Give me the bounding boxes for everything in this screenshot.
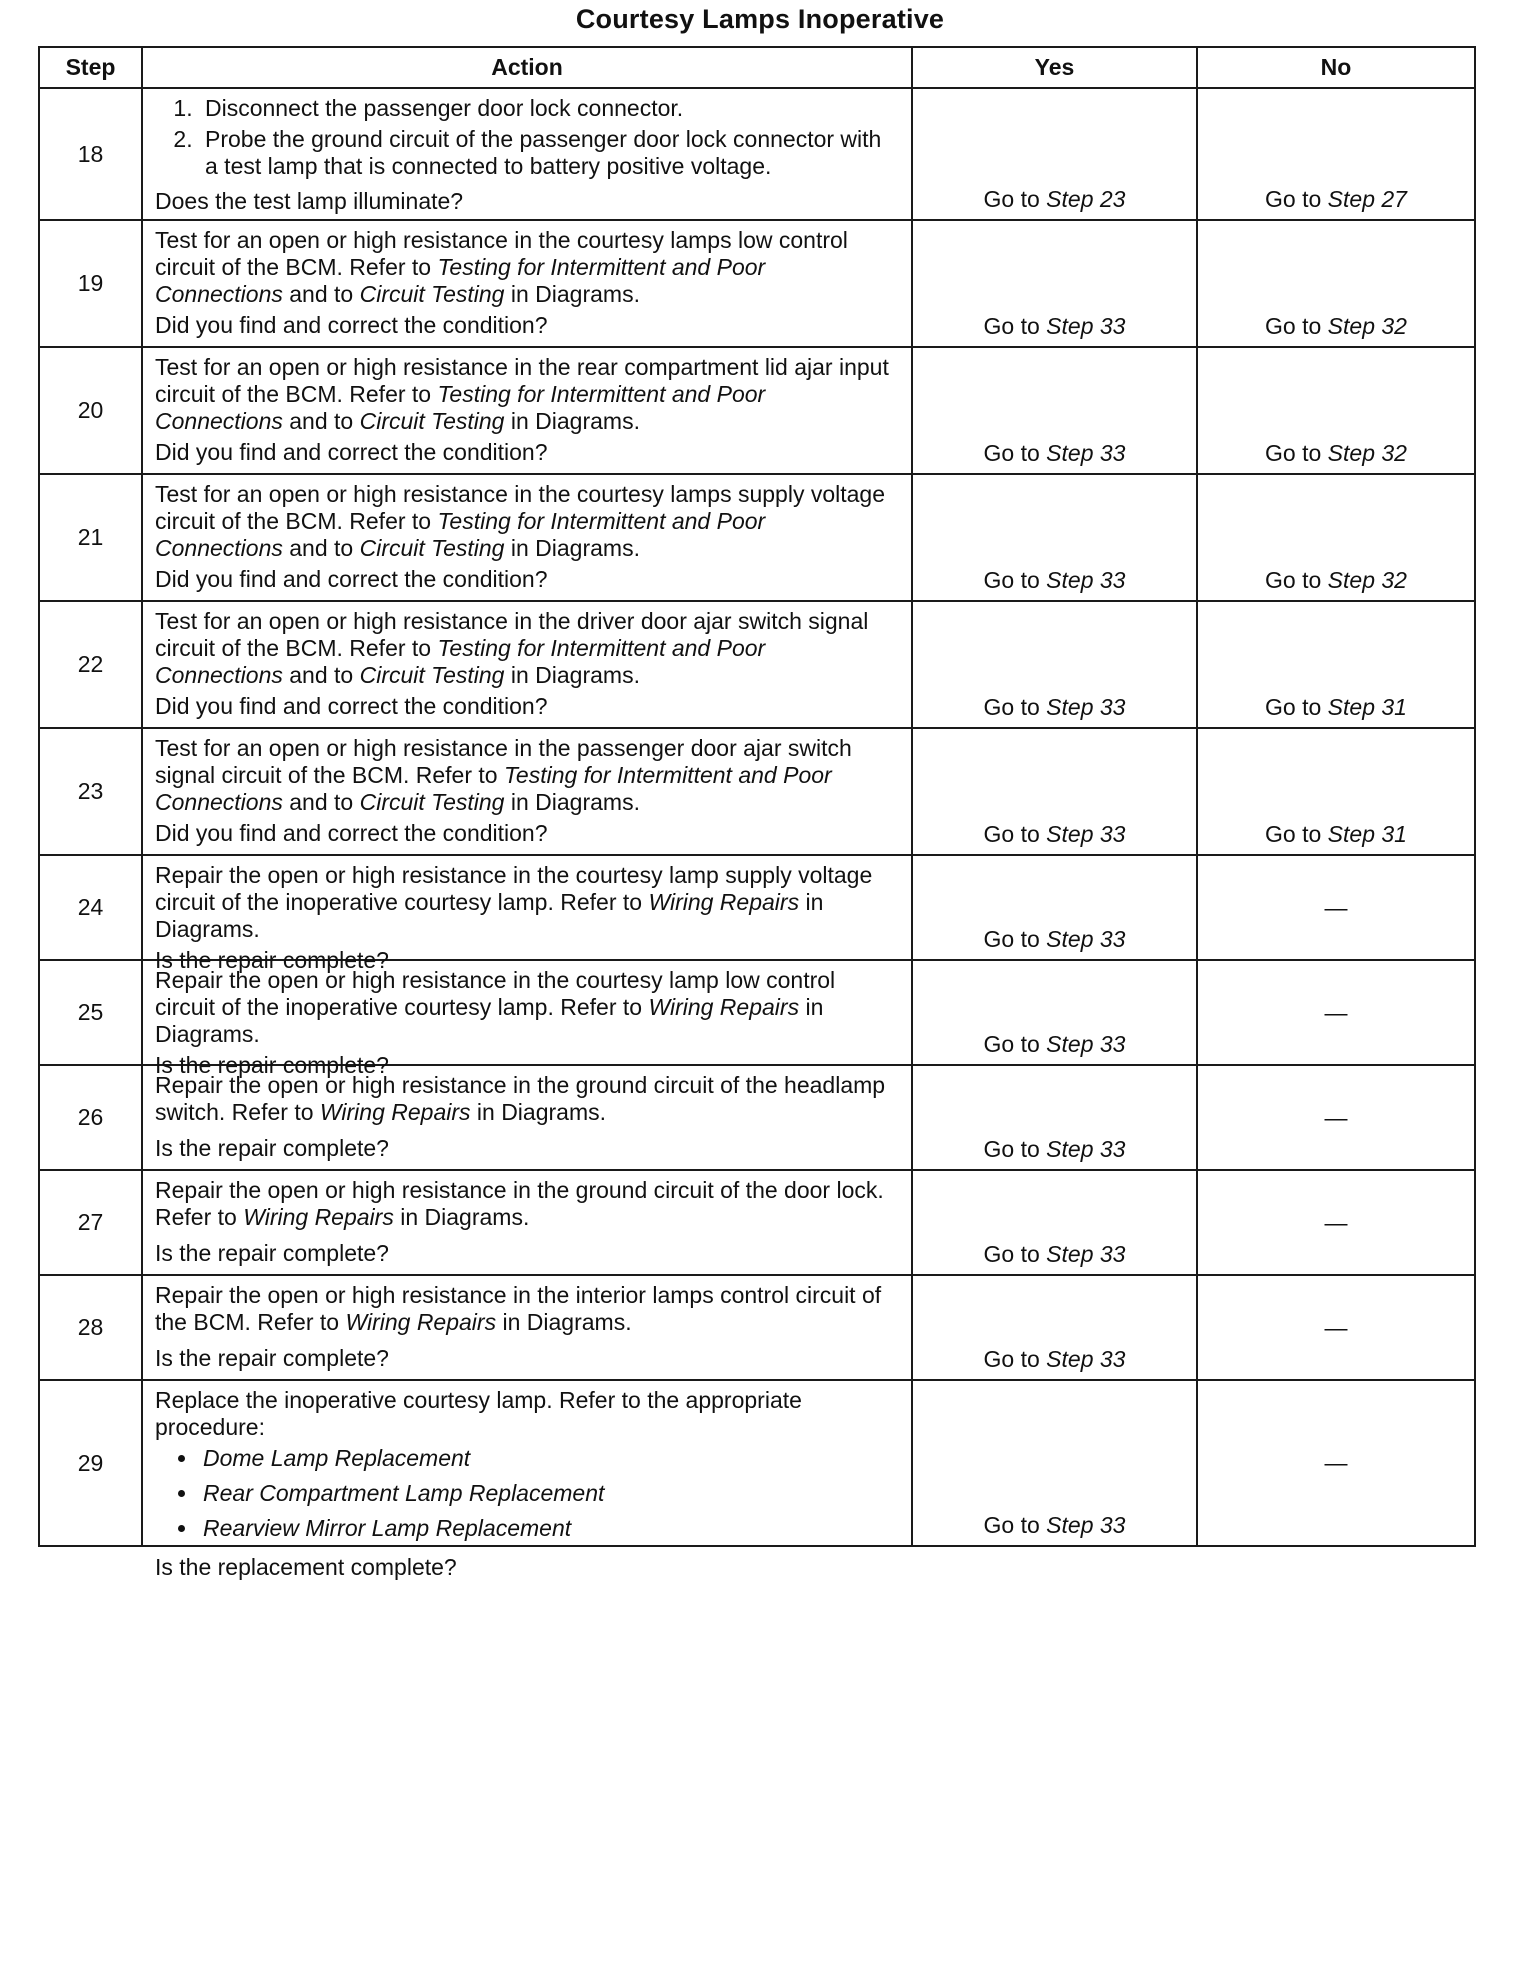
yes-cell: [912, 1380, 1197, 1546]
action-text: [155, 1387, 899, 1441]
reference-link: Wiring Repairs: [319, 1099, 471, 1125]
action-body: [155, 735, 899, 816]
no-dash: —: [1324, 999, 1348, 1025]
step-number: 18: [39, 88, 142, 220]
action-content: [155, 221, 899, 345]
yes-cell: [912, 1275, 1197, 1380]
no-cell: [1197, 1380, 1475, 1546]
action-text: [155, 481, 899, 562]
action-question: Is the repair complete?: [155, 947, 389, 973]
yes-goto: [913, 926, 1196, 953]
step-number: 24: [39, 855, 142, 960]
yes-goto: [913, 1136, 1196, 1163]
reference-link: Circuit Testing: [359, 535, 505, 561]
goto-prefix: Go to: [983, 821, 1047, 847]
reference-link: Wiring Repairs: [345, 1309, 497, 1335]
action-cell: [142, 601, 912, 728]
action-content: [155, 1381, 899, 1580]
goto-prefix: Go to: [983, 567, 1047, 593]
action-body: [155, 1072, 899, 1126]
page-title: Courtesy Lamps Inoperative: [575, 4, 945, 34]
reference-link: Testing for Intermittent and Poor Connections: [155, 381, 766, 434]
text-run: Test for an open or high resistance in the passenger door ajar switch signal circuit of the BCM. Refer to: [155, 735, 852, 788]
action-cell: [142, 220, 912, 347]
goto-step-ref: Step 32: [1327, 313, 1407, 339]
action-text: [155, 862, 899, 943]
goto-prefix: Go to: [983, 926, 1047, 952]
action-text: [155, 735, 899, 816]
step-number: 26: [39, 1065, 142, 1170]
step-number: 22: [39, 601, 142, 728]
goto-step-ref: Step 23: [1046, 186, 1126, 212]
table-row: [39, 1380, 1475, 1546]
yes-cell: [912, 88, 1197, 220]
step-number: 27: [39, 1170, 142, 1275]
goto-prefix: Go to: [983, 1136, 1047, 1162]
step-number: 21: [39, 474, 142, 601]
goto-step-ref: Step 33: [1046, 440, 1126, 466]
action-body: [155, 354, 899, 435]
reference-link: Circuit Testing: [359, 789, 505, 815]
action-content: [155, 856, 899, 973]
table-row: [39, 220, 1475, 347]
goto-step-ref: Step 33: [1046, 1031, 1126, 1057]
no-goto: [1198, 440, 1474, 467]
text-run: Replace the inoperative courtesy lamp. Refer to the appropriate procedure:: [155, 1387, 802, 1440]
action-body: [155, 608, 899, 689]
goto-prefix: Go to: [983, 1512, 1047, 1538]
text-run: and to: [282, 535, 360, 561]
action-question: Did you find and correct the condition?: [155, 820, 548, 846]
table-body: [39, 88, 1475, 1580]
action-cell: [142, 1380, 912, 1580]
goto-prefix: Go to: [983, 1031, 1047, 1057]
action-content: [155, 602, 899, 726]
table-row: [39, 474, 1475, 601]
action-text: [155, 1282, 899, 1336]
action-text: [155, 967, 899, 1048]
procedure-item: • Rearview Mirror Lamp Replacement: [199, 1515, 899, 1542]
text-run: Repair the open or high resistance in the courtesy lamp supply voltage circuit of the inoperative courtesy lamp. Refer to: [155, 862, 873, 915]
no-goto: [1198, 313, 1474, 340]
reference-link: Wiring Repairs: [243, 1204, 394, 1230]
no-dash: —: [1324, 1314, 1348, 1340]
step-number: 23: [39, 728, 142, 855]
no-dash: —: [1324, 1209, 1348, 1235]
goto-step-ref: Step 33: [1046, 313, 1126, 339]
no-dash: —: [1324, 1104, 1348, 1130]
no-cell: [1197, 88, 1475, 220]
procedure-list: [155, 1445, 899, 1542]
numbered-steps: [155, 95, 899, 180]
yes-goto: [913, 440, 1196, 467]
action-body: [155, 967, 899, 1048]
action-content: [155, 961, 899, 1078]
yes-cell: [912, 220, 1197, 347]
text-run: Repair the open or high resistance in the ground circuit of the headlamp switch. Refer to: [155, 1072, 886, 1125]
no-cell: [1197, 474, 1475, 601]
action-question: Is the repair complete?: [155, 1345, 389, 1371]
goto-prefix: Go to: [1265, 821, 1328, 847]
action-body: [155, 95, 899, 184]
no-cell: [1197, 347, 1475, 474]
goto-step-ref: Step 33: [1046, 821, 1126, 847]
action-content: [155, 1171, 899, 1273]
yes-goto: [913, 186, 1196, 213]
table-row: [39, 1065, 1475, 1170]
action-cell: [142, 1275, 912, 1380]
no-cell: [1197, 220, 1475, 347]
action-cell: [142, 474, 912, 601]
reference-link: Testing for Intermittent and Poor Connections: [155, 762, 832, 815]
action-text: [155, 227, 899, 308]
action-question: Did you find and correct the condition?: [155, 566, 548, 592]
table-header-row: [39, 47, 1475, 88]
goto-prefix: Go to: [983, 440, 1047, 466]
yes-cell: [912, 347, 1197, 474]
action-body: [155, 1177, 899, 1231]
step-number: 20: [39, 347, 142, 474]
text-run: in Diagrams.: [470, 1099, 606, 1125]
procedure-item: • Dome Lamp Replacement: [199, 1445, 899, 1472]
goto-prefix: Go to: [983, 694, 1047, 720]
no-goto: [1198, 694, 1474, 721]
text-run: in Diagrams.: [504, 408, 640, 434]
text-run: Test for an open or high resistance in the rear compartment lid ajar input circuit of the BCM. Refer to: [155, 354, 889, 407]
header-step: Step: [39, 47, 142, 88]
step-number: 29: [39, 1380, 142, 1546]
text-run: in Diagrams.: [504, 281, 640, 307]
step-number: 28: [39, 1275, 142, 1380]
goto-step-ref: Step 33: [1046, 567, 1126, 593]
reference-link: Wiring Repairs: [648, 889, 800, 915]
action-body: [155, 227, 899, 308]
yes-cell: [912, 728, 1197, 855]
table-row: [39, 88, 1475, 220]
text-run: and to: [282, 281, 360, 307]
goto-prefix: Go to: [983, 1241, 1047, 1267]
yes-goto: [913, 1031, 1196, 1058]
goto-prefix: Go to: [1265, 567, 1328, 593]
action-text: [155, 1072, 899, 1126]
action-body: [155, 1282, 899, 1336]
action-content: [155, 1276, 899, 1378]
action-body: [155, 1387, 899, 1550]
yes-goto: [913, 1241, 1196, 1268]
reference-link: Circuit Testing: [359, 281, 505, 307]
action-text: [155, 1177, 899, 1231]
text-run: Repair the open or high resistance in the ground circuit of the door lock. Refer to: [155, 1177, 884, 1230]
text-run: in Diagrams.: [155, 994, 824, 1047]
action-body: [155, 481, 899, 562]
text-run: and to: [282, 408, 360, 434]
action-body: [155, 862, 899, 943]
no-cell: [1197, 728, 1475, 855]
step-number: 25: [39, 960, 142, 1065]
header-no: No: [1197, 47, 1475, 88]
no-dash: —: [1324, 894, 1348, 920]
goto-prefix: Go to: [983, 1346, 1047, 1372]
text-run: in Diagrams.: [155, 889, 824, 942]
header-yes: Yes: [912, 47, 1197, 88]
no-cell: [1197, 1065, 1475, 1170]
action-question: Is the repair complete?: [155, 1052, 389, 1078]
action-question: Did you find and correct the condition?: [155, 312, 548, 338]
goto-prefix: Go to: [1265, 440, 1328, 466]
text-run: and to: [282, 789, 360, 815]
action-content: [155, 89, 899, 218]
no-dash: —: [1324, 1449, 1348, 1476]
no-goto: [1198, 186, 1474, 213]
no-goto: [1198, 567, 1474, 594]
reference-link: Testing for Intermittent and Poor Connections: [155, 635, 766, 688]
yes-cell: [912, 1170, 1197, 1275]
table-row: [39, 1170, 1475, 1275]
goto-step-ref: Step 32: [1327, 567, 1407, 593]
yes-goto: [913, 694, 1196, 721]
no-cell: [1197, 601, 1475, 728]
text-run: Repair the open or high resistance in the courtesy lamp low control circuit of the inoperative courtesy lamp. Refer to: [155, 967, 836, 1020]
table-row: [39, 601, 1475, 728]
goto-prefix: Go to: [1265, 186, 1328, 212]
action-cell: [142, 1170, 912, 1275]
goto-prefix: Go to: [983, 186, 1047, 212]
numbered-step: 1. Disconnect the passenger door lock connector.: [199, 95, 899, 122]
text-run: in Diagrams.: [496, 1309, 632, 1335]
text-run: in Diagrams.: [504, 789, 640, 815]
action-text: [155, 608, 899, 689]
reference-link: Circuit Testing: [359, 662, 505, 688]
table-row: [39, 960, 1475, 1065]
text-run: in Diagrams.: [504, 535, 640, 561]
yes-cell: [912, 601, 1197, 728]
numbered-step: 2. Probe the ground circuit of the passenger door lock connector with a test lamp that is connected to battery positive voltage.: [199, 126, 899, 180]
yes-cell: [912, 855, 1197, 960]
goto-step-ref: Step 27: [1327, 186, 1407, 212]
goto-step-ref: Step 33: [1046, 694, 1126, 720]
goto-step-ref: Step 33: [1046, 1346, 1126, 1372]
goto-prefix: Go to: [1265, 313, 1328, 339]
reference-link: Testing for Intermittent and Poor Connections: [155, 508, 766, 561]
reference-link: Wiring Repairs: [648, 994, 800, 1020]
reference-link: Testing for Intermittent and Poor Connections: [155, 254, 766, 307]
yes-goto: [913, 821, 1196, 848]
table-row: [39, 1275, 1475, 1380]
reference-link: Circuit Testing: [359, 408, 505, 434]
action-cell: [142, 960, 912, 1078]
action-question: Is the repair complete?: [155, 1135, 389, 1161]
diagnostic-table: [38, 46, 1476, 1580]
no-cell: [1197, 960, 1475, 1065]
action-content: [155, 1066, 899, 1168]
text-run: Test for an open or high resistance in the driver door ajar switch signal circuit of the BCM. Refer to: [155, 608, 869, 661]
goto-step-ref: Step 32: [1327, 440, 1407, 466]
action-content: [155, 348, 899, 472]
text-run: in Diagrams.: [504, 662, 640, 688]
action-cell: [142, 1065, 912, 1170]
action-question: Did you find and correct the condition?: [155, 439, 548, 465]
yes-cell: [912, 1065, 1197, 1170]
yes-goto: [913, 1512, 1196, 1539]
yes-cell: [912, 474, 1197, 601]
action-cell: [142, 855, 912, 973]
text-run: Repair the open or high resistance in the interior lamps control circuit of the BCM. Refer to: [155, 1282, 882, 1335]
action-text: [155, 354, 899, 435]
action-question: Is the replacement complete?: [155, 1554, 457, 1580]
table-row: [39, 347, 1475, 474]
action-question: Did you find and correct the condition?: [155, 693, 548, 719]
yes-goto: [913, 1346, 1196, 1373]
goto-step-ref: Step 33: [1046, 1136, 1126, 1162]
yes-cell: [912, 960, 1197, 1065]
action-content: [155, 729, 899, 853]
no-cell: [1197, 1275, 1475, 1380]
text-run: and to: [282, 662, 360, 688]
goto-prefix: Go to: [983, 313, 1047, 339]
action-cell: [142, 728, 912, 855]
no-goto: [1198, 821, 1474, 848]
header-action: Action: [142, 47, 912, 88]
action-question: Does the test lamp illuminate?: [155, 188, 464, 214]
text-run: in Diagrams.: [393, 1204, 530, 1230]
text-run: Test for an open or high resistance in the courtesy lamps low control circuit of the BCM. Refer to: [155, 227, 848, 280]
goto-step-ref: Step 31: [1327, 694, 1407, 720]
table-row: [39, 855, 1475, 960]
yes-goto: [913, 567, 1196, 594]
step-number: 19: [39, 220, 142, 347]
goto-prefix: Go to: [1265, 694, 1328, 720]
goto-step-ref: Step 33: [1046, 926, 1126, 952]
goto-step-ref: Step 33: [1046, 1512, 1126, 1538]
text-run: Test for an open or high resistance in the courtesy lamps supply voltage circuit of the BCM. Refer to: [155, 481, 886, 534]
table-row: [39, 728, 1475, 855]
action-cell: [142, 88, 912, 220]
procedure-item: • Rear Compartment Lamp Replacement: [199, 1480, 899, 1507]
no-cell: [1197, 1170, 1475, 1275]
no-cell: [1197, 855, 1475, 960]
goto-step-ref: Step 33: [1046, 1241, 1126, 1267]
action-cell: [142, 347, 912, 474]
yes-goto: [913, 313, 1196, 340]
goto-step-ref: Step 31: [1327, 821, 1407, 847]
action-content: [155, 475, 899, 599]
action-question: Is the repair complete?: [155, 1240, 389, 1266]
